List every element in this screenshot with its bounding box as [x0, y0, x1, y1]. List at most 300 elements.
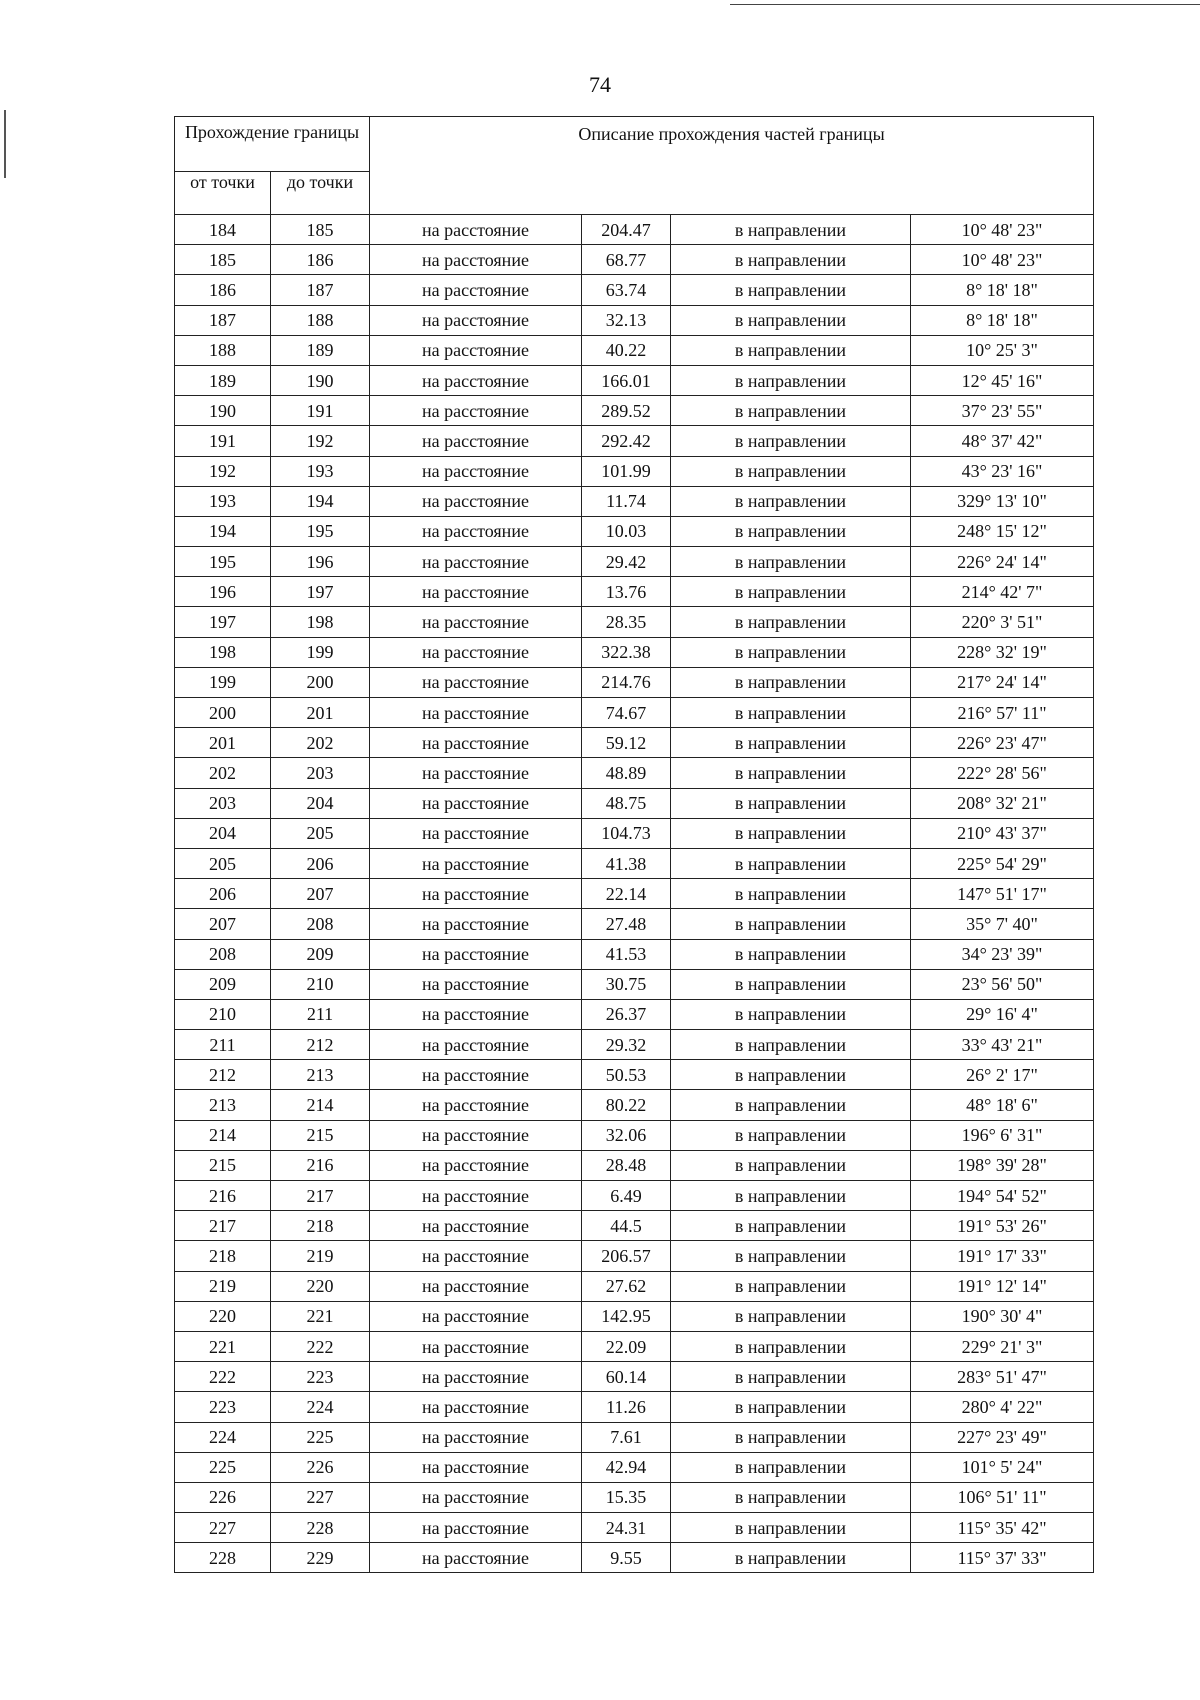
cell-direction-angle: 33° 43' 21"	[911, 1030, 1094, 1060]
cell-direction-angle: 115° 35' 42"	[911, 1513, 1094, 1543]
table-row	[175, 1241, 1094, 1271]
cell-distance-label: на расстояние	[370, 728, 582, 758]
cell-direction-label: в направлении	[671, 1362, 911, 1392]
cell-direction-label: в направлении	[671, 215, 911, 245]
cell-from-point: 201	[175, 728, 271, 758]
cell-distance-label: на расстояние	[370, 1120, 582, 1150]
cell-distance-value: 166.01	[582, 365, 671, 395]
cell-from-point: 196	[175, 577, 271, 607]
cell-direction-label: в направлении	[671, 879, 911, 909]
cell-direction-angle: 214° 42' 7"	[911, 577, 1094, 607]
cell-distance-value: 32.13	[582, 305, 671, 335]
table-row	[175, 1301, 1094, 1331]
cell-to-point: 195	[271, 516, 370, 546]
cell-direction-angle: 10° 48' 23"	[911, 215, 1094, 245]
cell-direction-angle: 48° 37' 42"	[911, 426, 1094, 456]
cell-direction-label: в направлении	[671, 1271, 911, 1301]
cell-direction-label: в направлении	[671, 1331, 911, 1361]
cell-direction-label: в направлении	[671, 1301, 911, 1331]
cell-distance-value: 11.26	[582, 1392, 671, 1422]
cell-direction-label: в направлении	[671, 698, 911, 728]
cell-distance-label: на расстояние	[370, 1482, 582, 1512]
cell-from-point: 202	[175, 758, 271, 788]
table-row	[175, 758, 1094, 788]
cell-direction-angle: 248° 15' 12"	[911, 516, 1094, 546]
cell-distance-value: 32.06	[582, 1120, 671, 1150]
cell-distance-label: на расстояние	[370, 879, 582, 909]
header-to-point: до точки	[271, 172, 370, 215]
cell-direction-angle: 228° 32' 19"	[911, 637, 1094, 667]
cell-to-point: 228	[271, 1513, 370, 1543]
cell-from-point: 219	[175, 1271, 271, 1301]
cell-direction-label: в направлении	[671, 1120, 911, 1150]
cell-distance-label: на расстояние	[370, 1030, 582, 1060]
page-number: 74	[589, 72, 611, 97]
table-row	[175, 728, 1094, 758]
cell-direction-angle: 10° 48' 23"	[911, 245, 1094, 275]
cell-direction-label: в направлении	[671, 788, 911, 818]
cell-direction-angle: 48° 18' 6"	[911, 1090, 1094, 1120]
cell-distance-value: 10.03	[582, 516, 671, 546]
cell-direction-angle: 216° 57' 11"	[911, 698, 1094, 728]
cell-distance-label: на расстояние	[370, 577, 582, 607]
cell-distance-value: 27.62	[582, 1271, 671, 1301]
cell-distance-value: 30.75	[582, 969, 671, 999]
cell-direction-label: в направлении	[671, 667, 911, 697]
cell-to-point: 193	[271, 456, 370, 486]
cell-from-point: 198	[175, 637, 271, 667]
top-scan-rule	[730, 4, 1200, 5]
cell-direction-angle: 43° 23' 16"	[911, 456, 1094, 486]
cell-from-point: 191	[175, 426, 271, 456]
cell-distance-value: 104.73	[582, 818, 671, 848]
table-row	[175, 1543, 1094, 1573]
table-row	[175, 305, 1094, 335]
cell-from-point: 187	[175, 305, 271, 335]
table-row	[175, 1090, 1094, 1120]
cell-direction-angle: 283° 51' 47"	[911, 1362, 1094, 1392]
cell-distance-label: на расстояние	[370, 758, 582, 788]
cell-from-point: 199	[175, 667, 271, 697]
cell-to-point: 208	[271, 909, 370, 939]
table-row	[175, 577, 1094, 607]
cell-direction-label: в направлении	[671, 939, 911, 969]
cell-distance-value: 29.32	[582, 1030, 671, 1060]
header-passage: Прохождение границы	[175, 117, 370, 172]
table-row	[175, 456, 1094, 486]
cell-to-point: 227	[271, 1482, 370, 1512]
cell-direction-angle: 26° 2' 17"	[911, 1060, 1094, 1090]
cell-from-point: 208	[175, 939, 271, 969]
cell-distance-value: 22.09	[582, 1331, 671, 1361]
cell-to-point: 201	[271, 698, 370, 728]
cell-distance-label: на расстояние	[370, 1513, 582, 1543]
cell-direction-angle: 12° 45' 16"	[911, 365, 1094, 395]
cell-from-point: 188	[175, 335, 271, 365]
cell-from-point: 211	[175, 1030, 271, 1060]
table-row	[175, 698, 1094, 728]
cell-direction-angle: 147° 51' 17"	[911, 879, 1094, 909]
table-row	[175, 1482, 1094, 1512]
cell-from-point: 206	[175, 879, 271, 909]
cell-to-point: 214	[271, 1090, 370, 1120]
cell-from-point: 197	[175, 607, 271, 637]
cell-to-point: 229	[271, 1543, 370, 1573]
cell-direction-angle: 226° 24' 14"	[911, 547, 1094, 577]
cell-from-point: 190	[175, 396, 271, 426]
cell-from-point: 223	[175, 1392, 271, 1422]
cell-to-point: 215	[271, 1120, 370, 1150]
cell-to-point: 197	[271, 577, 370, 607]
cell-from-point: 221	[175, 1331, 271, 1361]
cell-distance-label: на расстояние	[370, 456, 582, 486]
cell-from-point: 216	[175, 1181, 271, 1211]
cell-distance-label: на расстояние	[370, 637, 582, 667]
cell-distance-label: на расстояние	[370, 999, 582, 1029]
cell-distance-value: 204.47	[582, 215, 671, 245]
cell-distance-value: 41.38	[582, 848, 671, 878]
cell-direction-angle: 217° 24' 14"	[911, 667, 1094, 697]
cell-direction-label: в направлении	[671, 305, 911, 335]
cell-to-point: 196	[271, 547, 370, 577]
table-row	[175, 1060, 1094, 1090]
cell-distance-label: на расстояние	[370, 1211, 582, 1241]
cell-direction-label: в направлении	[671, 999, 911, 1029]
cell-direction-label: в направлении	[671, 396, 911, 426]
cell-to-point: 202	[271, 728, 370, 758]
cell-direction-label: в направлении	[671, 1060, 911, 1090]
cell-distance-value: 142.95	[582, 1301, 671, 1331]
table-row	[175, 788, 1094, 818]
cell-distance-label: на расстояние	[370, 245, 582, 275]
cell-distance-label: на расстояние	[370, 275, 582, 305]
cell-direction-angle: 196° 6' 31"	[911, 1120, 1094, 1150]
cell-from-point: 226	[175, 1482, 271, 1512]
cell-distance-label: на расстояние	[370, 1543, 582, 1573]
cell-to-point: 192	[271, 426, 370, 456]
table-row	[175, 215, 1094, 245]
cell-direction-label: в направлении	[671, 607, 911, 637]
cell-direction-label: в направлении	[671, 426, 911, 456]
cell-direction-label: в направлении	[671, 637, 911, 667]
table-row	[175, 516, 1094, 546]
cell-direction-label: в направлении	[671, 1452, 911, 1482]
cell-from-point: 220	[175, 1301, 271, 1331]
cell-direction-angle: 190° 30' 4"	[911, 1301, 1094, 1331]
table-row	[175, 1362, 1094, 1392]
cell-direction-angle: 191° 12' 14"	[911, 1271, 1094, 1301]
cell-distance-label: на расстояние	[370, 1150, 582, 1180]
table-row	[175, 1513, 1094, 1543]
cell-distance-label: на расстояние	[370, 1241, 582, 1271]
table-row	[175, 245, 1094, 275]
cell-to-point: 212	[271, 1030, 370, 1060]
table-row	[175, 607, 1094, 637]
table-body	[175, 215, 1094, 1573]
table-row	[175, 1181, 1094, 1211]
cell-to-point: 206	[271, 848, 370, 878]
cell-from-point: 195	[175, 547, 271, 577]
cell-distance-label: на расстояние	[370, 1181, 582, 1211]
cell-direction-label: в направлении	[671, 275, 911, 305]
cell-direction-label: в направлении	[671, 1030, 911, 1060]
cell-from-point: 205	[175, 848, 271, 878]
cell-from-point: 184	[175, 215, 271, 245]
cell-distance-value: 28.48	[582, 1150, 671, 1180]
cell-direction-angle: 8° 18' 18"	[911, 305, 1094, 335]
cell-direction-label: в направлении	[671, 547, 911, 577]
cell-to-point: 186	[271, 245, 370, 275]
cell-distance-value: 59.12	[582, 728, 671, 758]
table-row	[175, 1452, 1094, 1482]
cell-distance-value: 6.49	[582, 1181, 671, 1211]
cell-distance-value: 42.94	[582, 1452, 671, 1482]
header-description: Описание прохождения частей границы	[370, 117, 1094, 215]
cell-distance-label: на расстояние	[370, 1271, 582, 1301]
cell-distance-value: 289.52	[582, 396, 671, 426]
cell-direction-angle: 194° 54' 52"	[911, 1181, 1094, 1211]
cell-distance-value: 50.53	[582, 1060, 671, 1090]
cell-direction-label: в направлении	[671, 516, 911, 546]
cell-from-point: 194	[175, 516, 271, 546]
table-row	[175, 1030, 1094, 1060]
cell-to-point: 185	[271, 215, 370, 245]
cell-direction-label: в направлении	[671, 456, 911, 486]
cell-direction-label: в направлении	[671, 1482, 911, 1512]
cell-direction-angle: 101° 5' 24"	[911, 1452, 1094, 1482]
cell-from-point: 214	[175, 1120, 271, 1150]
cell-to-point: 217	[271, 1181, 370, 1211]
table-row	[175, 848, 1094, 878]
cell-to-point: 219	[271, 1241, 370, 1271]
cell-distance-value: 7.61	[582, 1422, 671, 1452]
table-row	[175, 426, 1094, 456]
cell-to-point: 211	[271, 999, 370, 1029]
cell-from-point: 224	[175, 1422, 271, 1452]
cell-distance-value: 80.22	[582, 1090, 671, 1120]
header-from-point: от точки	[175, 172, 271, 215]
cell-direction-angle: 8° 18' 18"	[911, 275, 1094, 305]
cell-from-point: 186	[175, 275, 271, 305]
table-row	[175, 275, 1094, 305]
cell-to-point: 216	[271, 1150, 370, 1180]
cell-distance-label: на расстояние	[370, 396, 582, 426]
cell-from-point: 207	[175, 909, 271, 939]
cell-distance-value: 74.67	[582, 698, 671, 728]
cell-direction-label: в направлении	[671, 1211, 911, 1241]
cell-distance-label: на расстояние	[370, 667, 582, 697]
cell-direction-label: в направлении	[671, 1090, 911, 1120]
cell-from-point: 212	[175, 1060, 271, 1090]
cell-distance-value: 40.22	[582, 335, 671, 365]
cell-distance-label: на расстояние	[370, 1331, 582, 1361]
cell-direction-label: в направлении	[671, 818, 911, 848]
cell-distance-label: на расстояние	[370, 486, 582, 516]
cell-to-point: 200	[271, 667, 370, 697]
cell-from-point: 192	[175, 456, 271, 486]
table-row	[175, 1211, 1094, 1241]
cell-direction-angle: 220° 3' 51"	[911, 607, 1094, 637]
cell-from-point: 185	[175, 245, 271, 275]
cell-to-point: 190	[271, 365, 370, 395]
cell-to-point: 207	[271, 879, 370, 909]
cell-to-point: 225	[271, 1422, 370, 1452]
boundary-table	[174, 116, 1094, 1573]
cell-direction-label: в направлении	[671, 486, 911, 516]
cell-distance-label: на расстояние	[370, 215, 582, 245]
table-row	[175, 1120, 1094, 1150]
cell-distance-label: на расстояние	[370, 1452, 582, 1482]
cell-to-point: 213	[271, 1060, 370, 1090]
cell-distance-value: 63.74	[582, 275, 671, 305]
cell-direction-angle: 210° 43' 37"	[911, 818, 1094, 848]
cell-to-point: 210	[271, 969, 370, 999]
cell-from-point: 203	[175, 788, 271, 818]
cell-direction-angle: 23° 56' 50"	[911, 969, 1094, 999]
cell-distance-label: на расстояние	[370, 939, 582, 969]
cell-distance-label: на расстояние	[370, 1060, 582, 1090]
cell-to-point: 220	[271, 1271, 370, 1301]
cell-from-point: 218	[175, 1241, 271, 1271]
cell-from-point: 209	[175, 969, 271, 999]
cell-distance-label: на расстояние	[370, 1301, 582, 1331]
cell-direction-angle: 34° 23' 39"	[911, 939, 1094, 969]
cell-to-point: 194	[271, 486, 370, 516]
table-row	[175, 1271, 1094, 1301]
cell-direction-angle: 227° 23' 49"	[911, 1422, 1094, 1452]
cell-to-point: 191	[271, 396, 370, 426]
cell-to-point: 209	[271, 939, 370, 969]
table-row	[175, 969, 1094, 999]
table-row	[175, 335, 1094, 365]
cell-direction-label: в направлении	[671, 1181, 911, 1211]
cell-distance-value: 22.14	[582, 879, 671, 909]
table-row	[175, 939, 1094, 969]
cell-direction-angle: 208° 32' 21"	[911, 788, 1094, 818]
table-row	[175, 879, 1094, 909]
cell-direction-angle: 280° 4' 22"	[911, 1392, 1094, 1422]
cell-to-point: 198	[271, 607, 370, 637]
cell-direction-angle: 198° 39' 28"	[911, 1150, 1094, 1180]
table-row	[175, 547, 1094, 577]
cell-distance-label: на расстояние	[370, 698, 582, 728]
table-row	[175, 1392, 1094, 1422]
cell-distance-label: на расстояние	[370, 335, 582, 365]
cell-distance-value: 101.99	[582, 456, 671, 486]
cell-direction-label: в направлении	[671, 577, 911, 607]
cell-distance-label: на расстояние	[370, 848, 582, 878]
cell-direction-label: в направлении	[671, 1543, 911, 1573]
cell-direction-angle: 29° 16' 4"	[911, 999, 1094, 1029]
cell-direction-angle: 37° 23' 55"	[911, 396, 1094, 426]
cell-distance-value: 11.74	[582, 486, 671, 516]
cell-distance-label: на расстояние	[370, 305, 582, 335]
cell-distance-label: на расстояние	[370, 426, 582, 456]
cell-to-point: 221	[271, 1301, 370, 1331]
cell-direction-angle: 35° 7' 40"	[911, 909, 1094, 939]
cell-to-point: 226	[271, 1452, 370, 1482]
cell-direction-label: в направлении	[671, 969, 911, 999]
cell-direction-angle: 106° 51' 11"	[911, 1482, 1094, 1512]
cell-direction-label: в направлении	[671, 1513, 911, 1543]
cell-distance-label: на расстояние	[370, 1362, 582, 1392]
cell-direction-angle: 222° 28' 56"	[911, 758, 1094, 788]
cell-direction-label: в направлении	[671, 365, 911, 395]
cell-distance-label: на расстояние	[370, 788, 582, 818]
cell-distance-value: 41.53	[582, 939, 671, 969]
cell-distance-value: 322.38	[582, 637, 671, 667]
cell-direction-label: в направлении	[671, 728, 911, 758]
cell-to-point: 218	[271, 1211, 370, 1241]
cell-distance-label: на расстояние	[370, 1422, 582, 1452]
table-row	[175, 396, 1094, 426]
cell-from-point: 227	[175, 1513, 271, 1543]
cell-direction-angle: 329° 13' 10"	[911, 486, 1094, 516]
table-row	[175, 637, 1094, 667]
cell-distance-label: на расстояние	[370, 1392, 582, 1422]
cell-distance-label: на расстояние	[370, 969, 582, 999]
cell-distance-label: на расстояние	[370, 818, 582, 848]
cell-distance-label: на расстояние	[370, 1090, 582, 1120]
cell-direction-label: в направлении	[671, 1241, 911, 1271]
cell-to-point: 199	[271, 637, 370, 667]
cell-direction-label: в направлении	[671, 1392, 911, 1422]
cell-distance-value: 13.76	[582, 577, 671, 607]
cell-distance-value: 26.37	[582, 999, 671, 1029]
cell-to-point: 204	[271, 788, 370, 818]
cell-distance-label: на расстояние	[370, 516, 582, 546]
cell-distance-value: 24.31	[582, 1513, 671, 1543]
table-row	[175, 1422, 1094, 1452]
cell-distance-label: на расстояние	[370, 365, 582, 395]
cell-distance-value: 15.35	[582, 1482, 671, 1512]
cell-from-point: 193	[175, 486, 271, 516]
cell-distance-value: 206.57	[582, 1241, 671, 1271]
cell-from-point: 225	[175, 1452, 271, 1482]
cell-from-point: 222	[175, 1362, 271, 1392]
cell-from-point: 228	[175, 1543, 271, 1573]
cell-distance-label: на расстояние	[370, 547, 582, 577]
cell-from-point: 189	[175, 365, 271, 395]
cell-distance-value: 27.48	[582, 909, 671, 939]
cell-from-point: 213	[175, 1090, 271, 1120]
cell-direction-label: в направлении	[671, 758, 911, 788]
cell-to-point: 223	[271, 1362, 370, 1392]
cell-from-point: 210	[175, 999, 271, 1029]
cell-distance-label: на расстояние	[370, 607, 582, 637]
cell-distance-value: 9.55	[582, 1543, 671, 1573]
cell-distance-value: 48.89	[582, 758, 671, 788]
table-row	[175, 818, 1094, 848]
cell-distance-value: 60.14	[582, 1362, 671, 1392]
cell-direction-angle: 191° 53' 26"	[911, 1211, 1094, 1241]
cell-to-point: 224	[271, 1392, 370, 1422]
cell-to-point: 189	[271, 335, 370, 365]
cell-direction-angle: 225° 54' 29"	[911, 848, 1094, 878]
cell-direction-label: в направлении	[671, 335, 911, 365]
table-row	[175, 999, 1094, 1029]
cell-direction-label: в направлении	[671, 1422, 911, 1452]
cell-to-point: 205	[271, 818, 370, 848]
table-row	[175, 1331, 1094, 1361]
cell-direction-label: в направлении	[671, 848, 911, 878]
cell-distance-label: на расстояние	[370, 909, 582, 939]
cell-direction-label: в направлении	[671, 245, 911, 275]
cell-direction-label: в направлении	[671, 909, 911, 939]
cell-direction-angle: 191° 17' 33"	[911, 1241, 1094, 1271]
table-row	[175, 365, 1094, 395]
table-row	[175, 667, 1094, 697]
